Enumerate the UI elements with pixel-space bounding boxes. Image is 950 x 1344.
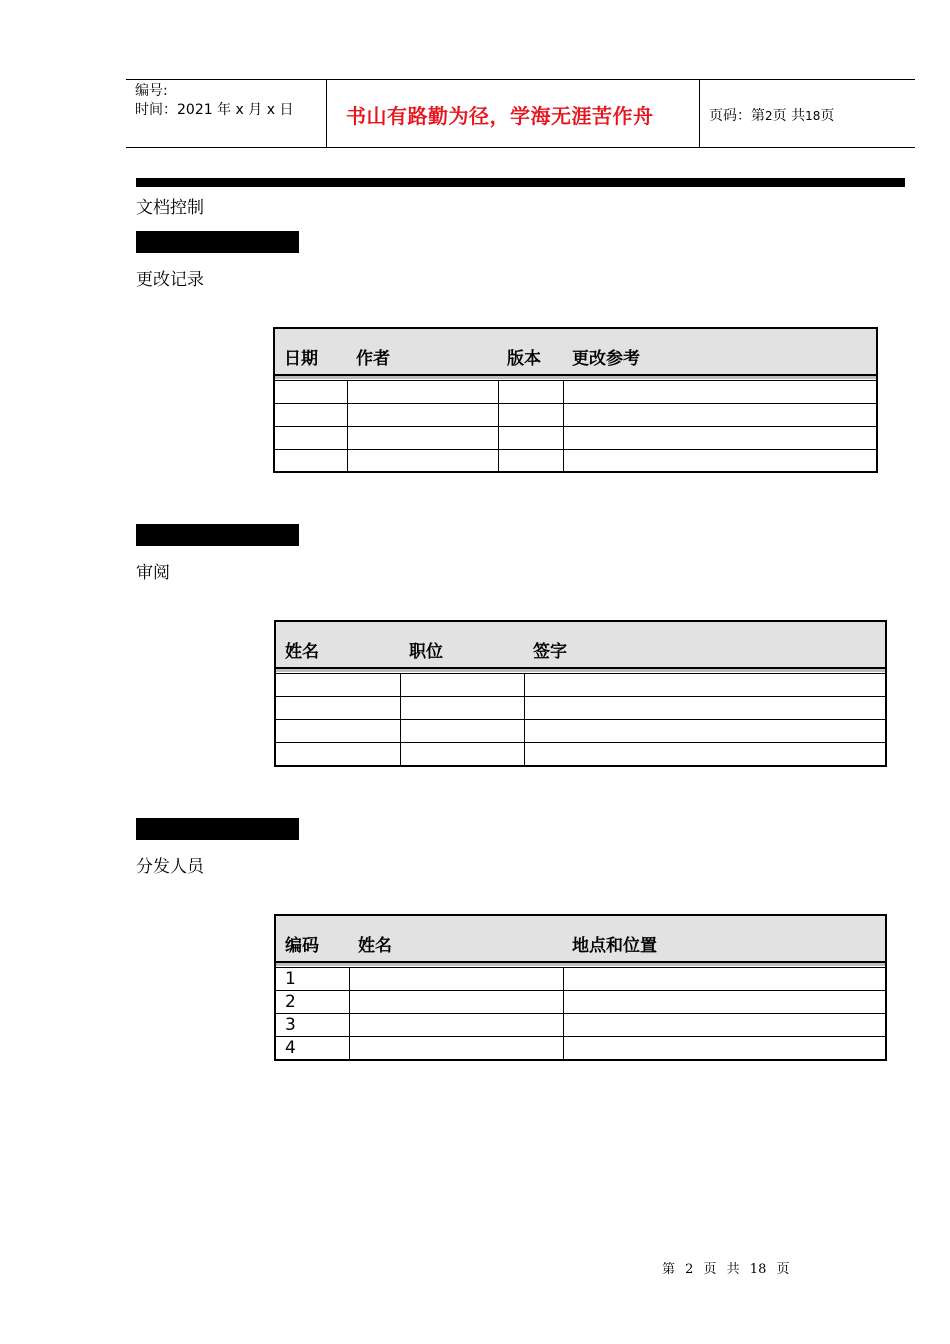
change-record-rows	[275, 380, 876, 472]
table-cell	[275, 381, 347, 403]
table-cell	[349, 1037, 563, 1059]
header-meta	[135, 82, 293, 120]
column-header-change-reference: 更改参考	[572, 349, 640, 369]
table-cell	[563, 381, 876, 403]
review-header	[276, 622, 885, 669]
table-cell	[400, 720, 524, 742]
change-record-marker	[136, 231, 299, 253]
table-cell	[347, 450, 498, 472]
header-page-indicator	[709, 105, 834, 125]
table-cell	[276, 743, 400, 765]
section-title: 文档控制	[136, 198, 204, 218]
distribution-title: 分发人员	[136, 857, 204, 877]
table-cell	[276, 697, 400, 719]
column-header-version: 版本	[507, 349, 541, 369]
page-suffix: 页	[820, 108, 835, 124]
table-row	[276, 990, 885, 1013]
column-header-code: 编码	[285, 936, 319, 956]
column-header-location: 地点和位置	[572, 936, 657, 956]
table-row	[276, 742, 885, 765]
table-row	[276, 719, 885, 742]
change-record-title: 更改记录	[136, 270, 204, 290]
row-number: 4	[285, 1038, 296, 1058]
table-cell	[276, 674, 400, 696]
table-row	[276, 696, 885, 719]
review-marker	[136, 524, 299, 546]
distribution-rows	[276, 967, 885, 1059]
header-bottom-rule	[126, 147, 915, 148]
change-record-header	[275, 329, 876, 376]
page-footer: 第 2 页 共 18 页	[662, 1262, 790, 1277]
table-cell	[524, 674, 885, 696]
table-cell	[563, 1014, 885, 1036]
table-cell	[524, 720, 885, 742]
section-divider-bar	[136, 178, 905, 187]
table-cell	[563, 991, 885, 1013]
row-number: 3	[285, 1015, 296, 1035]
table-cell	[347, 381, 498, 403]
row-number: 1	[285, 969, 296, 989]
table-cell	[563, 968, 885, 990]
column-header-name: 姓名	[285, 642, 319, 662]
header-motto: 书山有路勤为径，学海无涯苦作舟	[346, 104, 654, 128]
table-cell	[400, 697, 524, 719]
table-cell	[276, 720, 400, 742]
table-row	[276, 1036, 885, 1059]
table-cell	[347, 404, 498, 426]
table-cell	[524, 697, 885, 719]
table-row	[276, 967, 885, 990]
column-header-date: 日期	[284, 349, 318, 369]
document-number-label: 编号:	[135, 83, 168, 99]
change-record-table	[273, 327, 878, 473]
page-prefix: 页码：第	[709, 108, 765, 124]
table-cell	[400, 674, 524, 696]
table-row	[275, 426, 876, 449]
header-top-rule	[126, 79, 915, 80]
table-cell	[275, 404, 347, 426]
table-cell	[498, 427, 563, 449]
column-header-signature: 签字	[533, 642, 567, 662]
row-number: 2	[285, 992, 296, 1012]
column-header-author: 作者	[356, 349, 390, 369]
table-row	[276, 1013, 885, 1036]
page-middle: 页 共	[772, 108, 806, 124]
review-title: 审阅	[136, 563, 170, 583]
table-cell	[524, 743, 885, 765]
table-cell	[347, 427, 498, 449]
table-cell	[563, 427, 876, 449]
column-header-name: 姓名	[358, 936, 392, 956]
table-cell	[498, 404, 563, 426]
review-rows	[276, 673, 885, 765]
column-header-position: 职位	[409, 642, 443, 662]
header-divider-left	[326, 80, 327, 147]
table-cell	[563, 1037, 885, 1059]
distribution-marker	[136, 818, 299, 840]
page-total: 18	[805, 109, 821, 123]
table-cell	[349, 991, 563, 1013]
table-row	[275, 403, 876, 426]
table-cell	[349, 968, 563, 990]
table-cell	[563, 450, 876, 472]
table-row	[275, 380, 876, 403]
table-cell	[563, 404, 876, 426]
document-time: 时间：2021 年 x 月 x 日	[135, 102, 294, 118]
table-cell	[275, 450, 347, 472]
table-cell	[498, 381, 563, 403]
review-table	[274, 620, 887, 767]
table-row	[275, 449, 876, 472]
distribution-table	[274, 914, 887, 1061]
table-cell	[498, 450, 563, 472]
table-cell	[400, 743, 524, 765]
table-cell	[349, 1014, 563, 1036]
table-cell	[275, 427, 347, 449]
table-row	[276, 673, 885, 696]
header-divider-right	[699, 80, 700, 147]
page-current: 2	[765, 109, 773, 123]
distribution-header	[276, 916, 885, 963]
